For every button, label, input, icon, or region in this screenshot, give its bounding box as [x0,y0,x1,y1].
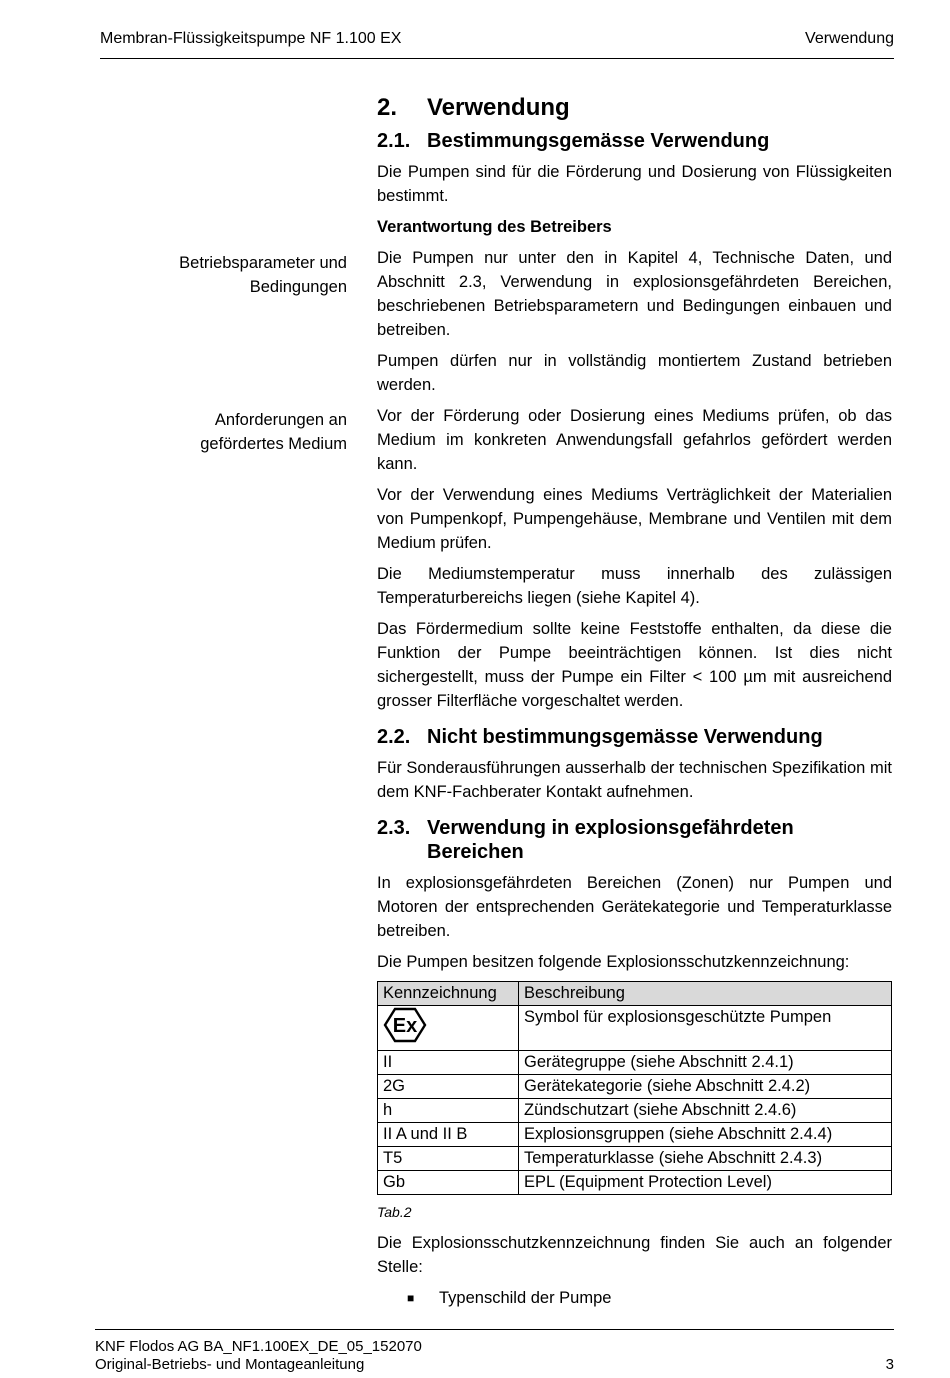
table-cell [378,1006,519,1051]
paragraph: Das Fördermedium sollte keine Feststoffe enthalten, da diese die Funktion der Pumpe beeinträchtigen können. Ist dies nicht sichergestellt, muss der Pumpe ein Filter < 100 µm mit ausreichend grosser Filterfläche vorgeschaltet werden. [377,620,892,710]
table-row [378,1099,892,1123]
table-cell: Explosionsgruppen (siehe Abschnitt 2.4.4) [519,1123,892,1147]
paragraph: Für Sonderausführungen ausserhalb der technischen Spezifikation mit dem KNF-Fachberater Kontakt aufnehmen. [377,759,892,801]
paragraph: Die Pumpen besitzen folgende Explosionsschutzkennzeichnung: [377,953,850,971]
page-number: 3 [885,1356,894,1373]
paragraph: Die Mediumstemperatur muss innerhalb des zulässigen Temperaturbereichs liegen (siehe Kapitel 4). [377,565,892,607]
paragraph: Die Pumpen sind für die Förderung und Dosierung von Flüssigkeiten bestimmt. [377,163,892,205]
table-cell: II [378,1051,519,1075]
table-cell: Gerätegruppe (siehe Abschnitt 2.4.1) [519,1051,892,1075]
paragraph: Vor der Verwendung eines Mediums Verträglichkeit der Materialien von Pumpenkopf, Pumpengehäuse, Membrane und Ventilen mit dem Medium prüfen. [377,486,892,552]
page-header [100,30,894,59]
section-heading-2-2: 2.2. Nicht bestimmungsgemässe Verwendung [377,726,823,748]
table-row [378,1051,892,1075]
table-row [378,1147,892,1171]
table-caption: Tab.2 [377,1204,412,1220]
paragraph: Die Explosionsschutzkennzeichnung finden Sie auch an folgender Stelle: [377,1234,892,1276]
section-heading-2-1: 2.1. Bestimmungsgemässe Verwendung [377,130,770,152]
side-label-anforderungen: Anforderungen an gefördertes Medium [200,411,347,453]
bullet-square-icon: ■ [407,1291,415,1305]
table-row [378,1171,892,1195]
table-cell: II A und II B [378,1123,519,1147]
table-cell: Gerätekategorie (siehe Abschnitt 2.4.2) [519,1075,892,1099]
table-cell: h [378,1099,519,1123]
table-cell: T5 [378,1147,519,1171]
table-header: Beschreibung [519,982,892,1006]
main-content [377,93,892,1310]
footer-doc-id: KNF Flodos AG BA_NF1.100EX_DE_05_152070 [95,1338,422,1355]
table-header: Kennzeichnung [378,982,519,1006]
paragraph: In explosionsgefährdeten Bereichen (Zonen) nur Pumpen und Motoren der entsprechenden Gerätekategorie und Temperaturklasse betreiben. [377,874,892,940]
table-row [378,1006,892,1051]
table-cell: Gb [378,1171,519,1195]
paragraph: Die Pumpen nur unter den in Kapitel 4, Technische Daten, und Abschnitt 2.3, Verwendung in explosionsgefährdeten Bereichen, beschriebenen Betriebsparametern und Bedingungen einbauen und betreiben. [377,249,892,339]
footer-doc-type: Original-Betriebs- und Montageanleitung [95,1356,365,1373]
table-row [378,1123,892,1147]
table-header-row [378,982,892,1006]
table-row [378,1075,892,1099]
list-item: ■ Typenschild der Pumpe [407,1286,892,1310]
header-chapter: Verwendung [805,30,894,47]
table-cell: Symbol für explosionsgeschützte Pumpen [519,1006,892,1051]
chapter-heading: 2. Verwendung [377,94,570,121]
subheading-verantwortung: Verantwortung des Betreibers [377,218,612,236]
table-cell: EPL (Equipment Protection Level) [519,1171,892,1195]
table-cell: Temperaturklasse (siehe Abschnitt 2.4.3) [519,1147,892,1171]
svg-text:Ex: Ex [392,1015,418,1037]
table-cell: Zündschutzart (siehe Abschnitt 2.4.6) [519,1099,892,1123]
page-footer [95,1329,894,1374]
table-cell: 2G [378,1075,519,1099]
header-title: Membran-Flüssigkeitspumpe NF 1.100 EX [100,30,402,47]
marking-table [377,981,892,1195]
ex-symbol-icon [383,1007,427,1043]
paragraph: Vor der Förderung oder Dosierung eines Mediums prüfen, ob das Medium im konkreten Anwendungsfall gefahrlos gefördert werden kann. [377,407,892,473]
side-label-betriebsparameter: Betriebsparameter und Bedingungen [179,254,347,296]
paragraph: Pumpen dürfen nur in vollständig montiertem Zustand betrieben werden. [377,352,892,394]
section-heading-2-3: 2.3. Verwendung in explosionsgefährdeten Bereichen [377,817,794,863]
